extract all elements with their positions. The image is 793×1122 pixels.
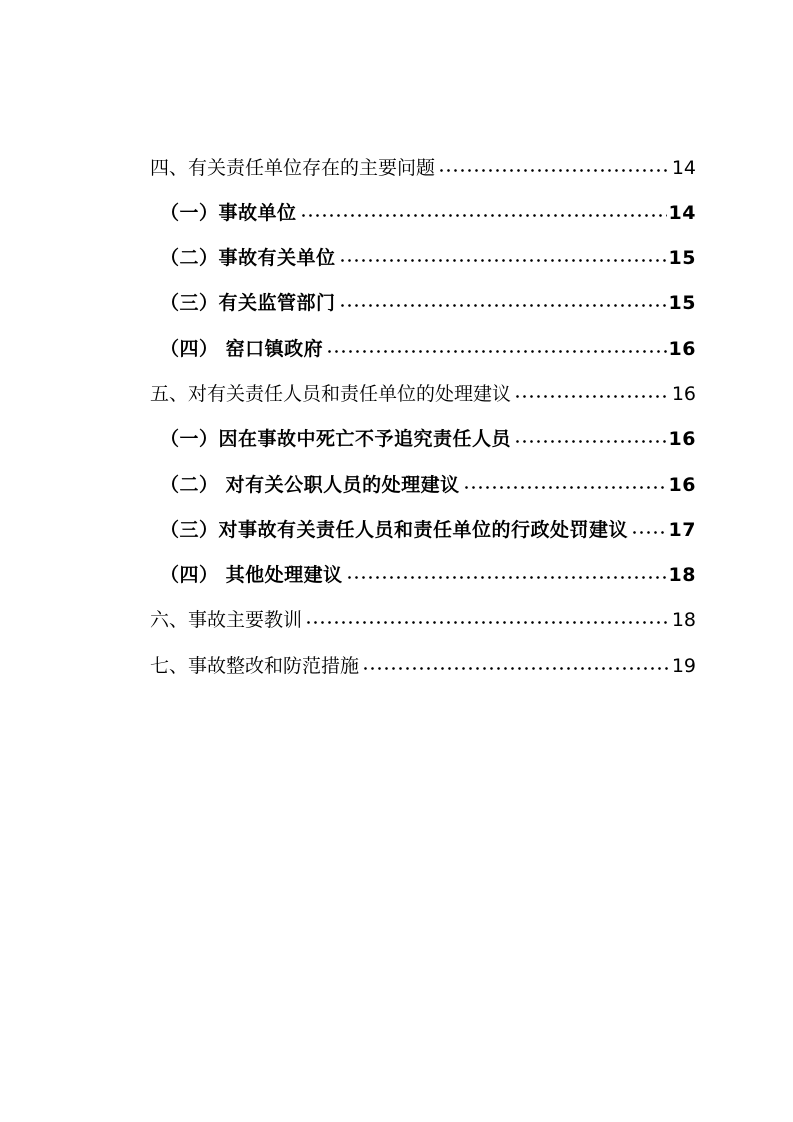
toc-entry-page: 16	[668, 338, 696, 360]
toc-entry-section-4-4[interactable]	[160, 333, 696, 365]
toc-entry-title: （三）有关监管部门	[160, 292, 336, 314]
dot-leader	[339, 304, 667, 307]
toc-entry-title: 七、事故整改和防范措施	[150, 655, 360, 677]
toc-entry-title: （四） 其他处理建议	[160, 564, 343, 586]
dot-leader	[326, 350, 666, 353]
toc-entry-title: （四） 窑口镇政府	[160, 338, 324, 360]
toc-entry-title: （二） 对有关公职人员的处理建议	[160, 474, 460, 496]
toc-entry-section-5-1[interactable]	[160, 423, 696, 455]
dot-leader	[514, 440, 667, 443]
toc-entry-section-7[interactable]	[150, 650, 696, 682]
toc-entry-section-5-4[interactable]	[160, 559, 696, 591]
toc-entry-section-5-3[interactable]	[160, 514, 696, 546]
toc-entry-page: 15	[668, 292, 696, 314]
toc-entry-section-5[interactable]	[150, 378, 696, 410]
toc-entry-section-6[interactable]	[150, 604, 696, 636]
dot-leader	[300, 214, 667, 217]
dot-leader	[362, 667, 670, 670]
toc-entry-title: 六、事故主要教训	[150, 609, 303, 631]
dot-leader	[631, 531, 667, 534]
toc-entry-title: 五、对有关责任人员和责任单位的处理建议	[150, 383, 512, 405]
toc-entry-page: 14	[671, 157, 696, 179]
toc-entry-page: 16	[668, 428, 696, 450]
toc-entry-page: 14	[668, 202, 696, 224]
toc-entry-page: 19	[671, 655, 696, 677]
dot-leader	[438, 169, 670, 172]
toc-entry-section-5-2[interactable]	[160, 469, 696, 501]
toc-entry-title: 四、有关责任单位存在的主要问题	[150, 157, 436, 179]
toc-entry-page: 16	[671, 383, 696, 405]
toc-entry-section-4-3[interactable]	[160, 287, 696, 319]
dot-leader	[346, 576, 667, 579]
toc-entry-title: （一）因在事故中死亡不予追究责任人员	[160, 428, 512, 450]
toc-entry-page: 18	[671, 609, 696, 631]
toc-entry-section-4[interactable]	[150, 152, 696, 184]
dot-leader	[514, 395, 670, 398]
toc-entry-section-4-2[interactable]	[160, 242, 696, 274]
toc-entry-title: （一）事故单位	[160, 202, 297, 224]
toc-entry-title: （二）事故有关单位	[160, 247, 336, 269]
toc-entry-page: 18	[668, 564, 696, 586]
dot-leader	[305, 621, 670, 624]
dot-leader	[339, 259, 667, 262]
toc-entry-page: 17	[668, 519, 696, 541]
toc-entry-section-4-1[interactable]	[160, 197, 696, 229]
toc-entry-title: （三）对事故有关责任人员和责任单位的行政处罚建议	[160, 519, 629, 541]
dot-leader	[463, 486, 667, 489]
toc-entry-page: 15	[668, 247, 696, 269]
toc-entry-page: 16	[668, 474, 696, 496]
